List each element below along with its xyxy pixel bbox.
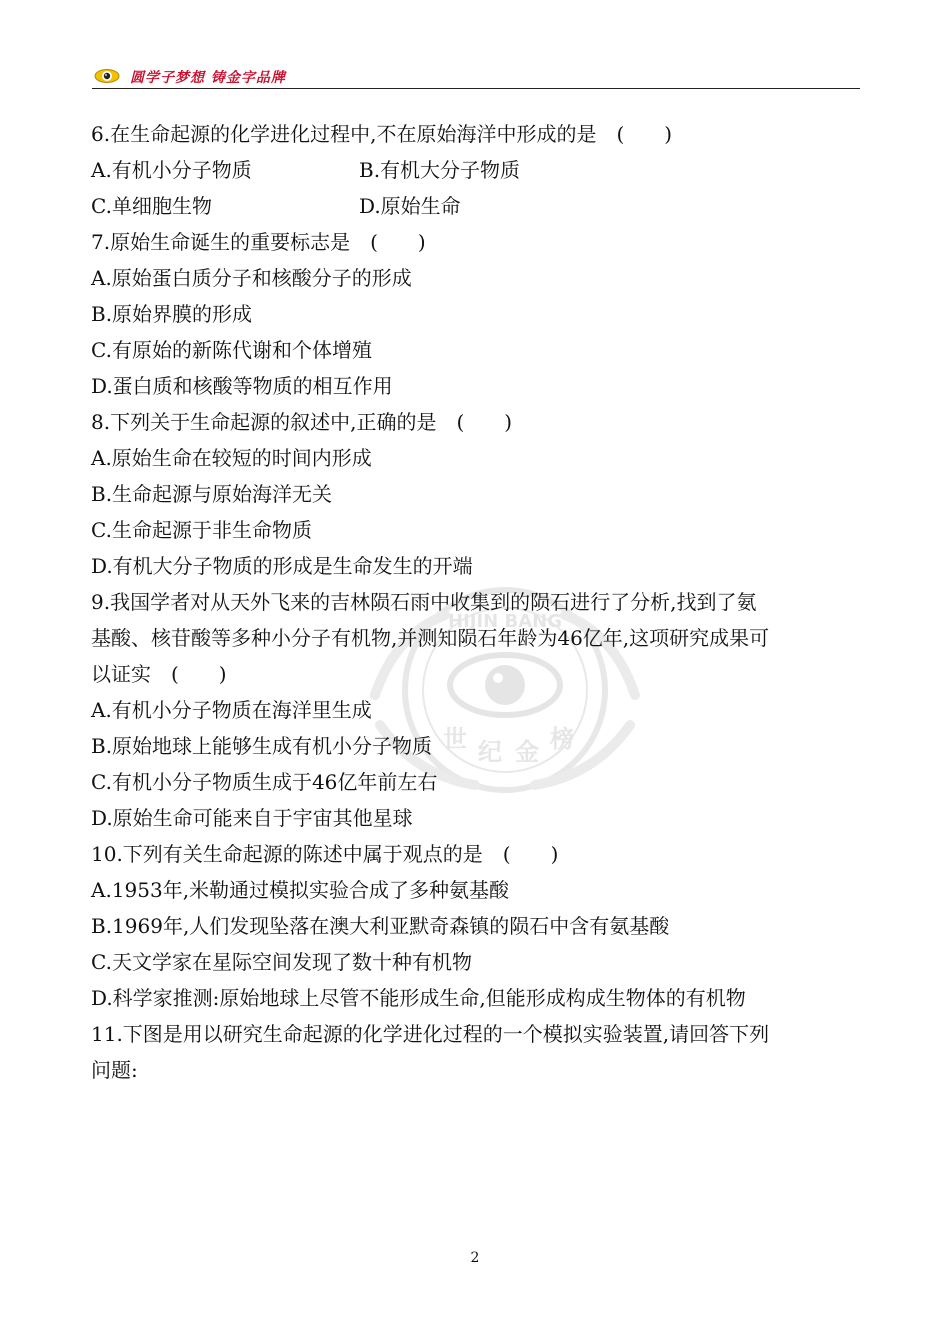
answer-option: A.原始生命在较短的时间内形成 [91,446,372,470]
answer-option: B.1969年,人们发现坠落在澳大利亚默奇森镇的陨石中含有氨基酸 [91,914,670,938]
answer-option: C.天文学家在星际空间发现了数十种有机物 [91,950,472,974]
svg-text:HIJIN BANG: HIJIN BANG [448,611,562,632]
answer-option: B.生命起源与原始海洋无关 [91,482,333,506]
svg-text:纪: 纪 [478,738,502,766]
answer-option: D.有机大分子物质的形成是生命发生的开端 [91,554,473,578]
answer-option: C.有机小分子物质生成于46亿年前左右 [91,770,438,794]
question-list [91,116,863,1088]
question-q6 [91,116,863,224]
question-stem: 问题: [91,1058,138,1082]
answer-option: C.有原始的新陈代谢和个体增殖 [91,338,372,362]
svg-text:世: 世 [443,725,467,753]
answer-option: A.原始蛋白质分子和核酸分子的形成 [91,266,412,290]
answer-option: B.原始地球上能够生成有机小分子物质 [91,734,433,758]
svg-text:金: 金 [515,738,539,766]
question-stem: 6.在生命起源的化学进化过程中,不在原始海洋中形成的是 ( ) [91,122,673,146]
question-q11 [91,1016,863,1088]
answer-option: A.1953年,米勒通过模拟实验合成了多种氨基酸 [91,878,510,902]
question-stem: 7.原始生命诞生的重要标志是 ( ) [91,230,426,254]
option-row [91,152,863,188]
answer-option: D.原始生命 [359,194,461,218]
eye-logo-icon [94,68,120,84]
page-number: 2 [470,1250,480,1266]
question-q9 [91,584,863,836]
option-row [91,188,863,224]
question-stem: 8.下列关于生命起源的叙述中,正确的是 ( ) [91,410,513,434]
question-q7 [91,224,863,404]
question-stem: 10.下列有关生命起源的陈述中属于观点的是 ( ) [91,842,559,866]
page-header [92,66,860,89]
answer-option: D.原始生命可能来自于宇宙其他星球 [91,806,413,830]
question-stem: 11.下图是用以研究生命起源的化学进化过程的一个模拟实验装置,请回答下列 [91,1022,770,1046]
svg-text:榜: 榜 [550,725,574,753]
answer-option: D.蛋白质和核酸等物质的相互作用 [91,374,393,398]
answer-option: B.原始界膜的形成 [91,302,253,326]
answer-option: B.有机大分子物质 [359,158,521,182]
answer-option: C.生命起源于非生命物质 [91,518,312,542]
question-q10 [91,836,863,1016]
answer-option: D.科学家推测:原始地球上尽管不能形成生命,但能形成构成生物体的有机物 [91,986,746,1010]
header-slogan: 圆学子梦想 铸金字品牌 [130,70,286,86]
question-stem: 以证实 ( ) [91,662,227,686]
question-stem: 基酸、核苷酸等多种小分子有机物,并测知陨石年龄为46亿年,这项研究成果可 [91,626,770,650]
answer-option: A.有机小分子物质 [91,158,252,182]
answer-option: C.单细胞生物 [91,194,212,218]
answer-option: A.有机小分子物质在海洋里生成 [91,698,372,722]
question-stem: 9.我国学者对从天外飞来的吉林陨石雨中收集到的陨石进行了分析,找到了氨 [91,590,757,614]
question-q8 [91,404,863,584]
